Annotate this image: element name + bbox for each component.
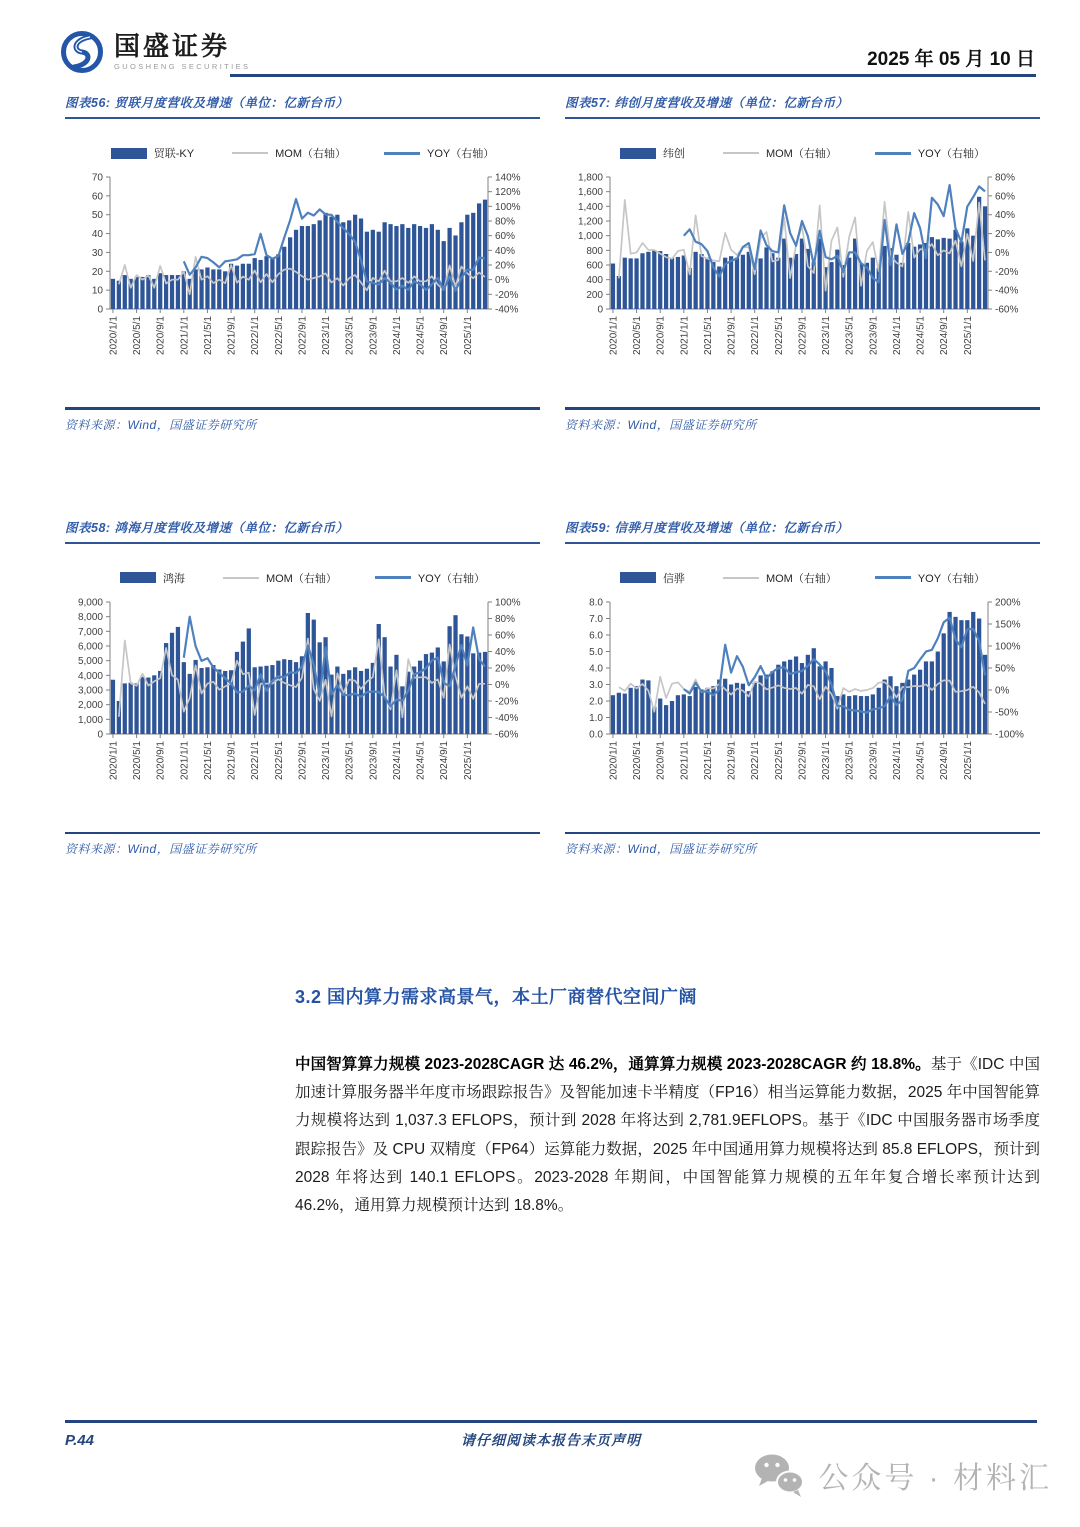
svg-text:80%: 80% <box>995 172 1016 184</box>
chart-legend <box>565 145 1040 161</box>
svg-text:2025/1/1: 2025/1/1 <box>462 740 474 780</box>
legend-label: 贸联-KY <box>153 148 195 160</box>
svg-text:2024/9/1: 2024/9/1 <box>439 740 451 780</box>
svg-text:0%: 0% <box>495 275 510 287</box>
svg-text:2024/1/1: 2024/1/1 <box>392 740 403 780</box>
svg-text:70: 70 <box>91 172 103 184</box>
legend-label: MOM（右轴） <box>765 148 837 160</box>
chart-panel-maolian <box>65 93 540 433</box>
svg-text:0%: 0% <box>495 679 510 691</box>
legend-label: 鸿海 <box>162 572 185 585</box>
legend-item-mom <box>223 570 337 586</box>
svg-text:2020/9/1: 2020/9/1 <box>655 316 667 355</box>
bar-swatch <box>111 148 147 159</box>
svg-text:20%: 20% <box>995 229 1016 241</box>
legend-label: MOM（右轴） <box>275 148 346 160</box>
svg-text:2020/1/1: 2020/1/1 <box>108 316 120 355</box>
svg-text:2,000: 2,000 <box>77 699 103 711</box>
page-number: P.44 <box>65 1432 94 1449</box>
svg-text:8.0: 8.0 <box>589 597 603 608</box>
svg-text:2021/9/1: 2021/9/1 <box>726 740 738 780</box>
figure-title: 图表59: 信骅月度营收及增速（单位：亿新台币） <box>565 520 849 535</box>
figure-title: 图表56: 贸联月度营收及增速（单位：亿新台币） <box>65 96 349 110</box>
svg-text:2020/5/1: 2020/5/1 <box>132 740 144 780</box>
wechat-watermark <box>752 1452 1052 1498</box>
svg-text:30: 30 <box>91 247 103 259</box>
svg-text:2023/5/1: 2023/5/1 <box>344 740 356 780</box>
figure-title-rule <box>65 542 540 544</box>
svg-text:-50%: -50% <box>995 707 1019 718</box>
svg-text:5,000: 5,000 <box>77 655 103 667</box>
svg-text:-40%: -40% <box>495 712 519 724</box>
svg-text:1,400: 1,400 <box>577 201 603 213</box>
source-note: 资料来源：Wind，国盛证券研究所 <box>65 842 257 856</box>
svg-text:60: 60 <box>91 191 103 203</box>
svg-text:80%: 80% <box>495 613 516 625</box>
svg-text:6,000: 6,000 <box>77 641 103 652</box>
chart-legend <box>565 570 1040 586</box>
chart-panel-wistron <box>565 93 1040 433</box>
svg-text:-100%: -100% <box>995 729 1024 740</box>
legend-label: 纬创 <box>662 148 685 160</box>
svg-text:2022/9/1: 2022/9/1 <box>797 316 809 355</box>
svg-text:2022/5/1: 2022/5/1 <box>273 316 285 355</box>
svg-text:2020/1/1: 2020/1/1 <box>108 740 120 780</box>
svg-text:2.0: 2.0 <box>589 696 603 707</box>
wechat-icon <box>752 1452 806 1498</box>
svg-text:2023/9/1: 2023/9/1 <box>868 316 880 355</box>
svg-text:2024/5/1: 2024/5/1 <box>915 316 927 355</box>
svg-text:4,000: 4,000 <box>77 670 103 682</box>
svg-text:0.0: 0.0 <box>589 729 603 740</box>
svg-text:100%: 100% <box>495 201 521 213</box>
svg-text:2021/1/1: 2021/1/1 <box>679 740 691 780</box>
svg-text:20: 20 <box>91 266 103 278</box>
svg-text:140%: 140% <box>495 172 521 184</box>
svg-text:800: 800 <box>586 245 603 257</box>
svg-text:2021/5/1: 2021/5/1 <box>203 740 214 780</box>
source-note: 资料来源：Wind，国盛证券研究所 <box>565 842 757 856</box>
svg-text:2022/9/1: 2022/9/1 <box>297 740 309 780</box>
svg-text:2023/5/1: 2023/5/1 <box>844 316 856 355</box>
svg-text:50: 50 <box>91 210 103 222</box>
svg-text:2024/5/1: 2024/5/1 <box>915 740 927 780</box>
svg-text:2025/1/1: 2025/1/1 <box>962 316 974 355</box>
svg-text:100%: 100% <box>495 597 521 608</box>
svg-text:20%: 20% <box>495 260 516 272</box>
svg-text:8,000: 8,000 <box>77 611 103 623</box>
legend-label: YOY（右轴） <box>917 148 986 160</box>
svg-text:9,000: 9,000 <box>77 597 103 608</box>
brand-logo <box>60 30 250 74</box>
svg-text:2021/5/1: 2021/5/1 <box>203 316 214 355</box>
svg-text:50%: 50% <box>995 663 1016 674</box>
brand-subtitle: GUOSHENG SECURITIES <box>114 62 251 72</box>
source-rule <box>565 832 1040 835</box>
brand-text <box>114 33 250 71</box>
combo-chart-wistron <box>565 167 1035 405</box>
svg-text:-20%: -20% <box>995 266 1019 278</box>
svg-text:150%: 150% <box>995 619 1021 630</box>
mom-line-swatch <box>232 152 268 154</box>
guosheng-logo-icon <box>60 30 104 74</box>
svg-text:2022/9/1: 2022/9/1 <box>297 316 309 355</box>
svg-text:2020/5/1: 2020/5/1 <box>132 316 144 355</box>
header-rule <box>230 74 1036 77</box>
mom-line-swatch <box>723 577 759 579</box>
mom-line-swatch <box>723 152 759 154</box>
figure-title: 图表57: 纬创月度营收及增速（单位：亿新台币） <box>565 96 849 110</box>
svg-text:2022/1/1: 2022/1/1 <box>250 740 262 780</box>
svg-text:2023/1/1: 2023/1/1 <box>321 740 333 780</box>
svg-text:2025/1/1: 2025/1/1 <box>462 316 474 355</box>
bar-swatch <box>620 572 656 583</box>
page-footer <box>65 1420 1037 1450</box>
figure-title-rule <box>65 117 540 119</box>
chart-legend <box>65 145 540 161</box>
svg-text:200: 200 <box>586 289 603 301</box>
svg-text:2021/1/1: 2021/1/1 <box>179 740 191 780</box>
svg-text:2024/9/1: 2024/9/1 <box>939 740 951 780</box>
svg-text:2025/1/1: 2025/1/1 <box>962 740 974 780</box>
svg-text:2024/1/1: 2024/1/1 <box>892 316 903 355</box>
svg-text:2022/1/1: 2022/1/1 <box>750 316 762 355</box>
svg-text:2024/9/1: 2024/9/1 <box>439 316 451 355</box>
yoy-line-swatch <box>375 576 411 579</box>
legend-label: YOY（右轴） <box>917 572 986 585</box>
svg-text:4.0: 4.0 <box>589 663 603 674</box>
source-rule <box>65 832 540 835</box>
legend-label: YOY（右轴） <box>417 572 486 585</box>
svg-text:2020/9/1: 2020/9/1 <box>655 740 667 780</box>
combo-chart-honhai <box>65 592 535 830</box>
legend-item-mom <box>232 145 346 161</box>
chart-legend <box>65 570 540 586</box>
svg-text:400: 400 <box>586 275 603 287</box>
svg-text:2023/1/1: 2023/1/1 <box>821 740 833 780</box>
svg-text:7,000: 7,000 <box>77 626 103 638</box>
svg-text:-60%: -60% <box>995 304 1019 316</box>
svg-text:1.0: 1.0 <box>589 712 603 724</box>
legend-item-mom <box>723 570 837 586</box>
paragraph-text: 基于《IDC 中国加速计算服务器半年度市场跟踪报告》及智能加速卡半精度（FP16）相当运算能力数据，2025 年中国智能算力规模将达到 1,037.3 EFLOPS，预计到 2028 年将达到 2,781.9EFLOPS。基于《IDC 中国服务器市场季度跟踪报告》及 CPU 双精度（FP64）运算能力数据，2025 年中国通用算力规模将达到 85.8 EFLOPS，预计到 2028 年将达到 140.1 EFLOPS。2023-2028 年期间，中国智能算力规模的五年年复合增长率预计达到 46.2%，通用算力规模预计达到 18.8%。 <box>295 1056 1040 1215</box>
svg-text:3,000: 3,000 <box>77 685 103 696</box>
legend-item-bar <box>620 570 685 586</box>
svg-text:60%: 60% <box>995 191 1016 203</box>
svg-text:2020/9/1: 2020/9/1 <box>155 316 167 355</box>
svg-text:1,200: 1,200 <box>577 216 603 228</box>
svg-text:10: 10 <box>91 285 103 297</box>
mom-line-swatch <box>223 577 259 579</box>
yoy-line-swatch <box>875 152 911 155</box>
svg-text:0: 0 <box>97 304 103 316</box>
svg-text:2023/1/1: 2023/1/1 <box>821 316 833 355</box>
yoy-line-swatch <box>875 576 911 579</box>
chart-panel-honhai <box>65 518 540 858</box>
svg-text:2022/5/1: 2022/5/1 <box>773 316 785 355</box>
svg-text:2022/1/1: 2022/1/1 <box>750 740 762 780</box>
svg-text:2024/1/1: 2024/1/1 <box>892 740 903 780</box>
svg-text:2021/5/1: 2021/5/1 <box>703 316 714 355</box>
report-date: 2025 年 05 月 10 日 <box>867 49 1035 70</box>
svg-text:40%: 40% <box>495 245 516 257</box>
bar-swatch <box>620 148 656 159</box>
svg-text:2023/5/1: 2023/5/1 <box>844 740 856 780</box>
svg-text:2024/9/1: 2024/9/1 <box>939 316 951 355</box>
legend-label: MOM（右轴） <box>265 572 337 585</box>
svg-text:0: 0 <box>597 304 603 316</box>
svg-text:60%: 60% <box>495 630 516 641</box>
svg-text:3.0: 3.0 <box>589 679 603 691</box>
section-3-2 <box>295 983 1040 1220</box>
legend-item-yoy <box>875 145 985 161</box>
svg-text:2020/1/1: 2020/1/1 <box>608 740 620 780</box>
legend-item-bar <box>111 145 194 161</box>
svg-text:6.0: 6.0 <box>589 630 603 641</box>
svg-text:2022/5/1: 2022/5/1 <box>273 740 285 780</box>
legend-item-yoy <box>384 145 494 161</box>
svg-text:2024/5/1: 2024/5/1 <box>415 316 427 355</box>
svg-text:1,000: 1,000 <box>77 714 103 726</box>
svg-text:2020/5/1: 2020/5/1 <box>632 316 644 355</box>
figure-title-rule <box>565 542 1040 544</box>
svg-text:100%: 100% <box>995 641 1021 652</box>
svg-text:2021/9/1: 2021/9/1 <box>226 740 238 780</box>
svg-text:40: 40 <box>91 229 103 241</box>
svg-text:2021/9/1: 2021/9/1 <box>226 316 238 355</box>
svg-text:2020/1/1: 2020/1/1 <box>608 316 620 355</box>
legend-item-bar <box>620 145 685 161</box>
legend-item-mom <box>723 145 837 161</box>
svg-text:120%: 120% <box>495 187 521 199</box>
legend-label: MOM（右轴） <box>765 572 837 585</box>
figure-title: 图表58: 鸿海月度营收及增速（单位：亿新台币） <box>65 520 349 535</box>
svg-text:2022/9/1: 2022/9/1 <box>797 740 809 780</box>
svg-text:1,800: 1,800 <box>577 172 603 184</box>
svg-text:2021/5/1: 2021/5/1 <box>703 740 714 780</box>
svg-text:2023/9/1: 2023/9/1 <box>368 316 380 355</box>
chart-panel-aspeed <box>565 518 1040 858</box>
svg-text:2021/1/1: 2021/1/1 <box>179 316 191 355</box>
svg-text:2023/5/1: 2023/5/1 <box>344 316 356 355</box>
svg-text:2021/1/1: 2021/1/1 <box>679 316 691 355</box>
svg-text:40%: 40% <box>495 646 516 658</box>
legend-label: 信骅 <box>662 572 685 585</box>
svg-text:7.0: 7.0 <box>589 613 603 625</box>
brand-name: 国盛证券 <box>114 31 231 62</box>
lead-sentence: 中国智算算力规模 2023-2028CAGR 达 46.2%，通算算力规模 2023-2028CAGR 约 18.8%。 <box>295 1056 931 1073</box>
svg-text:5.0: 5.0 <box>589 646 603 658</box>
combo-chart-aspeed <box>565 592 1035 830</box>
svg-text:60%: 60% <box>495 231 516 243</box>
source-note: 资料来源：Wind，国盛证券研究所 <box>565 417 757 432</box>
svg-text:40%: 40% <box>995 210 1016 222</box>
svg-text:-40%: -40% <box>995 285 1019 297</box>
svg-text:-20%: -20% <box>495 696 519 707</box>
source-rule <box>565 407 1040 410</box>
svg-text:2022/1/1: 2022/1/1 <box>250 316 262 355</box>
figure-title-rule <box>565 117 1040 119</box>
svg-text:2022/5/1: 2022/5/1 <box>773 740 785 780</box>
svg-text:2023/9/1: 2023/9/1 <box>368 740 380 780</box>
svg-text:2024/5/1: 2024/5/1 <box>415 740 427 780</box>
charts-grid <box>65 93 1040 857</box>
yoy-line-swatch <box>384 152 420 155</box>
footer-disclaimer: 请仔细阅读本报告末页声明 <box>461 1432 641 1448</box>
svg-text:2020/5/1: 2020/5/1 <box>632 740 644 780</box>
svg-text:1,000: 1,000 <box>577 231 603 243</box>
svg-text:-40%: -40% <box>495 304 519 316</box>
svg-text:-60%: -60% <box>495 729 519 740</box>
svg-text:80%: 80% <box>495 216 516 228</box>
svg-text:2023/9/1: 2023/9/1 <box>868 740 880 780</box>
legend-label: YOY（右轴） <box>427 148 495 160</box>
svg-text:20%: 20% <box>495 663 516 674</box>
legend-item-bar <box>120 570 185 586</box>
svg-text:0%: 0% <box>995 247 1010 259</box>
source-rule <box>65 407 540 410</box>
bar-swatch <box>120 572 156 583</box>
svg-text:2020/9/1: 2020/9/1 <box>155 740 167 780</box>
combo-chart-maolian <box>65 167 535 405</box>
legend-item-yoy <box>375 570 485 586</box>
svg-text:0: 0 <box>97 729 103 740</box>
body-paragraph <box>295 1051 1040 1220</box>
section-heading: 3.2 国内算力需求高景气，本土厂商替代空间广阔 <box>295 987 698 1007</box>
watermark-text: 公众号 · 材料汇 <box>818 1462 1052 1495</box>
svg-text:1,600: 1,600 <box>577 187 603 199</box>
svg-text:-20%: -20% <box>495 289 519 301</box>
svg-text:2024/1/1: 2024/1/1 <box>392 316 403 355</box>
source-note: 资料来源：Wind，国盛证券研究所 <box>65 417 257 432</box>
svg-text:2023/1/1: 2023/1/1 <box>321 316 333 355</box>
svg-text:200%: 200% <box>995 597 1021 608</box>
svg-text:600: 600 <box>586 260 603 272</box>
svg-text:2021/9/1: 2021/9/1 <box>726 316 738 355</box>
svg-text:0%: 0% <box>995 685 1010 696</box>
legend-item-yoy <box>875 570 985 586</box>
